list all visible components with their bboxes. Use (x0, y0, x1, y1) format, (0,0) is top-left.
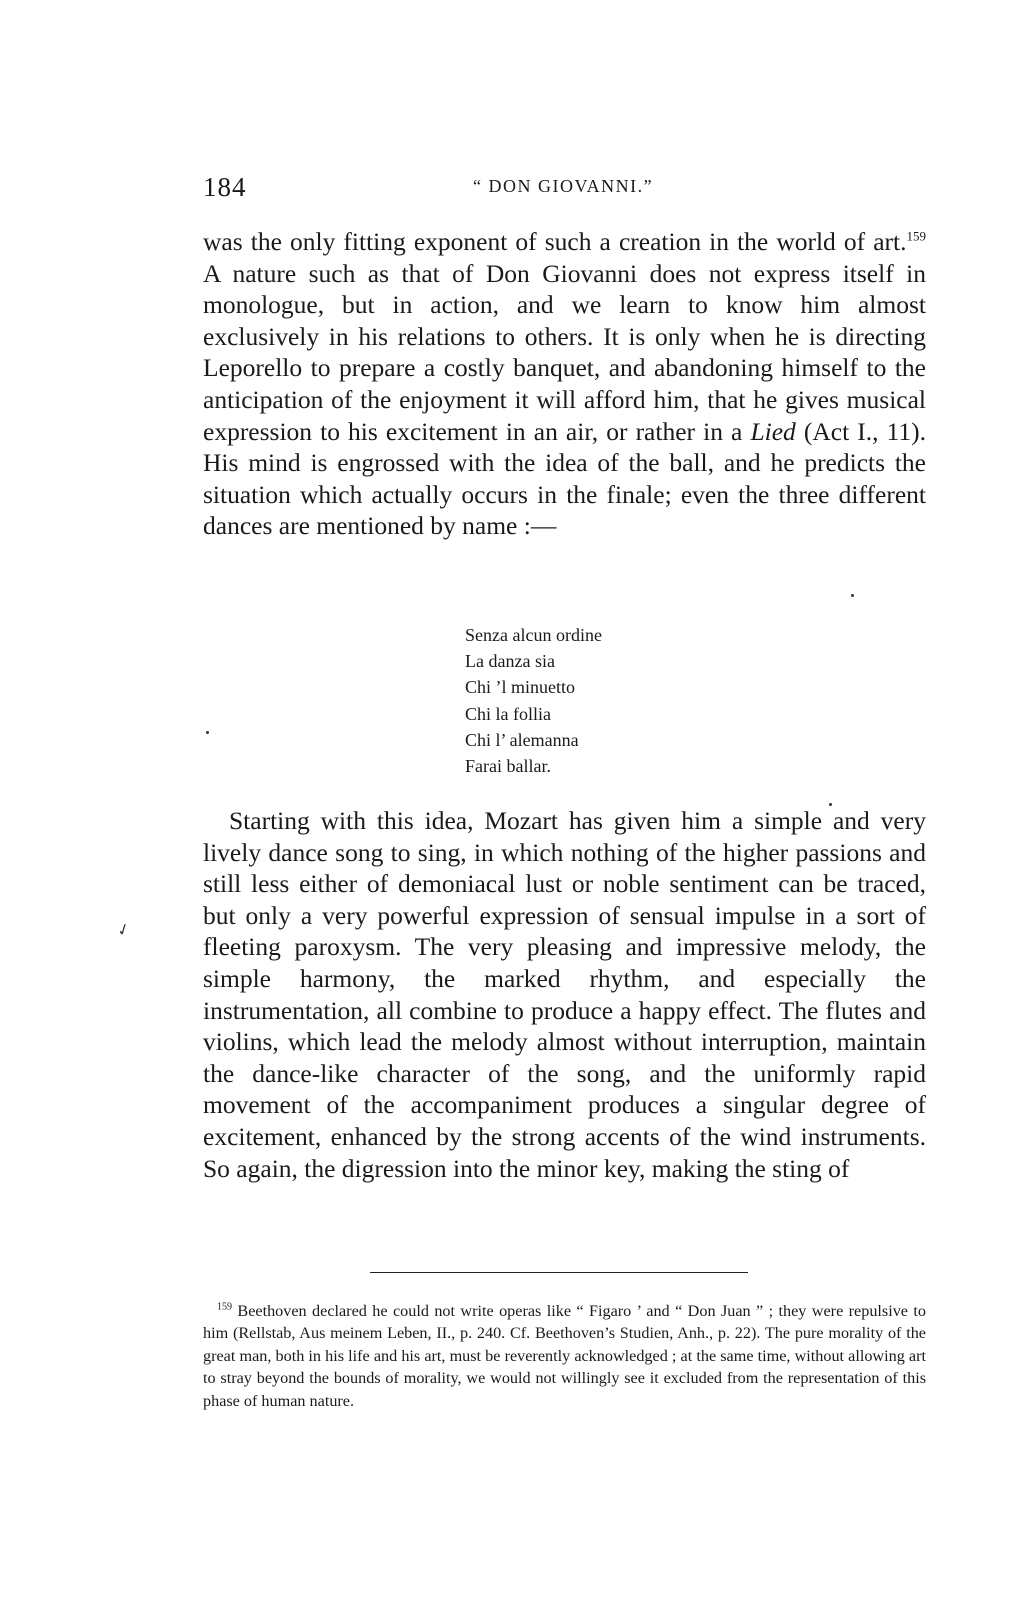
running-head (203, 172, 926, 206)
verse-quotation (465, 622, 602, 779)
verse-line: Chi l’ alemanna (465, 729, 579, 750)
paragraph-1-part-2: A nature such as that of Don Giovanni does not express itself in monologue, but in action, and we learn to know him almost exclusively in his relations to others. It is only when he is directing Leporello to prepare a costly banquet, and abandoning himself to the anticipation of the enjoyment it will afford him, that he gives musical expression to his excitement in an air, or rather in a (203, 258, 926, 446)
paragraph-1 (203, 226, 926, 542)
margin-tick-mark: ✓ (114, 920, 134, 941)
italic-term: Lied (750, 416, 796, 446)
paragraph-1-part-1: was the only fitting exponent of such a creation in the world of art. (203, 227, 907, 256)
footnote-mark: 159 (217, 1301, 232, 1313)
verse-line: Chi ’l minuetto (465, 677, 575, 698)
footnote-text: Beethoven declared he could not write operas like “ Figaro ’ and “ Don Juan ” ; they were repulsive to him (Rellstab, Aus meinem Leben, II., p. 240. Cf. Beethoven’s Studien, Anh., p. 22). The pure morality of the great man, both in his life and his art, must be reverently acknowledged ; at the same time, without allowing art to stray beyond the bounds of morality, we would not willingly see it excluded from the representation of this phase of human nature. (203, 1302, 926, 1410)
paragraph-2 (203, 805, 926, 1184)
verse-line: Farai ballar. (465, 756, 551, 777)
verse-line: La danza sia (465, 651, 555, 672)
print-speck (206, 731, 209, 734)
print-speck (829, 803, 832, 806)
footnote-divider (370, 1272, 748, 1273)
paragraph-2-text: Starting with this idea, Mozart has given him a simple and very lively dance song to sing, in which nothing of the higher passions and still less either of demoniacal lust or noble sentiment can be traced, but only a very powerful expression of sensual impulse in a sort of fleeting paroxysm. The very pleasing and impressive melody, the simple harmony, the marked rhythm, and especially the instrumentation, all combine to produce a happy effect. The flutes and violins, which lead the melody almost without interruption, maintain the dance-like character of the song, and the uniformly rapid movement of the accompaniment produces a singular degree of excitement, enhanced by the strong accents of the wind instruments. So again, the digression into the minor key, making the sting of (203, 806, 926, 1183)
verse-line: Chi la follia (465, 703, 551, 724)
footnote (203, 1300, 926, 1412)
paragraph-1-part-3: (Act I., 11). His mind is engrossed with the idea of the ball, and he predicts the situation which actually occurs in the finale; even the three different dances are mentioned by name :— (203, 416, 927, 541)
verse-line: Senza alcun ordine (465, 625, 602, 645)
page-number: 184 (203, 172, 247, 202)
print-speck (851, 594, 854, 597)
running-title: “ DON GIOVANNI.” (473, 176, 654, 196)
footnote-reference: 159 (906, 228, 926, 244)
